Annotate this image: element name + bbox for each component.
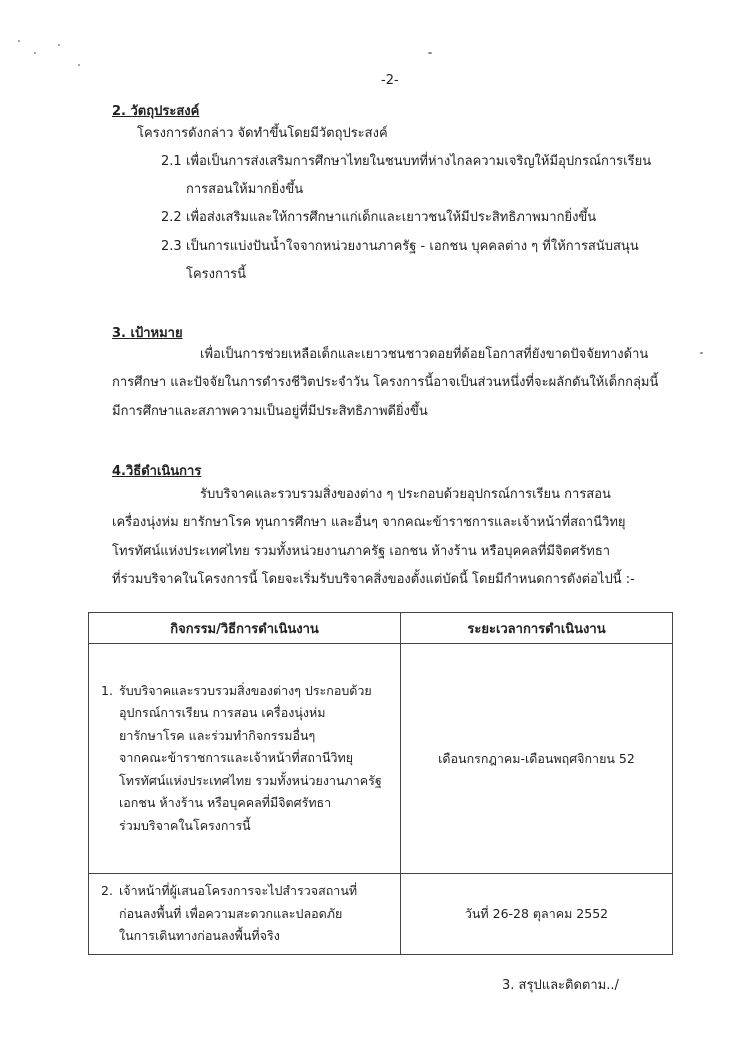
activity-line: ในการเดินทางก่อนลงพื้นที่จริง xyxy=(119,928,280,943)
scan-speck xyxy=(428,52,432,54)
objectives-intro: โครงการดังกล่าว จัดทำขึ้นโดยมีวัตถุประสงค์ xyxy=(137,126,388,141)
table-header-row xyxy=(89,613,673,644)
scan-speck xyxy=(78,64,80,66)
activity-line: เอกชน ห้างร้าน หรือบุคคลที่มีจิตศรัทธา xyxy=(119,795,332,811)
method-paragraph-line: เครื่องนุ่งห่ม ยารักษาโรค ทุนการศึกษา และอื่นๆ จากคณะข้าราชการและเจ้าหน้าที่สถานีวิทยุ xyxy=(112,515,626,530)
column-header-duration: ระยะเวลาการดำเนินงาน xyxy=(401,613,673,644)
activity-line: จากคณะข้าราชการและเจ้าหน้าที่สถานีวิทยุ xyxy=(119,750,354,766)
activity-line: ร่วมบริจาคในโครงการนี้ xyxy=(119,817,251,833)
activity-line: รับบริจาคและรวบรวมสิ่งของต่างๆ ประกอบด้วย xyxy=(119,682,372,698)
section-heading-method: 4.วิธีดำเนินการ xyxy=(112,464,202,479)
activity-line: ยารักษาโรค และร่วมทำกิจกรรมอื่นๆ xyxy=(119,727,316,743)
objective-item-text-cont: การสอนให้มากยิ่งขึ้น xyxy=(186,182,304,197)
objective-item-text: เพื่อเป็นการส่งเสริมการศึกษาไทยในชนบทที่ห่างไกลความเจริญให้มีอุปกรณ์การเรียน xyxy=(186,154,652,169)
objective-item-number: 2.3 xyxy=(161,239,182,254)
objective-item-text: เป็นการแบ่งปันน้ำใจจากหน่วยงานภาครัฐ - เอกชน บุคคลต่าง ๆ ที่ให้การสนับสนุน xyxy=(186,239,639,254)
target-paragraph-line: มีการศึกษาและสภาพความเป็นอยู่ที่มีประสิทธิภาพดียิ่งขึ้น xyxy=(112,404,428,419)
activity-line: โทรทัศน์แห่งประเทศไทย รวมทั้งหน่วยงานภาครัฐ xyxy=(119,772,382,788)
objective-item-number: 2.1 xyxy=(161,154,182,169)
duration-cell: วันที่ 26-28 ตุลาคม 2552 xyxy=(401,874,673,955)
row-number: 2. xyxy=(101,883,113,898)
method-paragraph-line: โทรทัศน์แห่งประเทศไทย รวมทั้งหน่วยงานภาครัฐ เอกชน ห้างร้าน หรือบุคคลที่มีจิตศรัทธา xyxy=(112,544,611,559)
row-number: 1. xyxy=(101,682,113,698)
objective-item-text: เพื่อส่งเสริมและให้การศึกษาแก่เด็กและเยาวชนให้มีประสิทธิภาพมากยิ่งขึ้น xyxy=(186,210,597,225)
section-heading-target: 3. เป้าหมาย xyxy=(112,326,183,341)
column-header-activity: กิจกรรม/วิธีการดำเนินงาน xyxy=(89,613,401,644)
target-paragraph-line: การศึกษา และปัจจัยในการดำรงชีวิตประจำวัน โครงการนี้อาจเป็นส่วนหนึ่งที่จะผลักดันให้เด็กกลุ่มนี้ xyxy=(112,375,659,390)
schedule-table xyxy=(88,612,673,955)
continuation-note: 3. สรุปและติดตาม../ xyxy=(502,978,619,993)
objective-item-text-cont: โครงการนี้ xyxy=(186,267,247,282)
method-paragraph-line: รับบริจาคและรวบรวมสิ่งของต่าง ๆ ประกอบด้วยอุปกรณ์การเรียน การสอน xyxy=(200,487,611,502)
objective-item-number: 2.2 xyxy=(161,210,182,225)
scan-speck xyxy=(34,52,36,54)
activity-line: อุปกรณ์การเรียน การสอน เครื่องนุ่งห่ม xyxy=(119,705,326,721)
activity-cell xyxy=(89,644,401,874)
table-row xyxy=(89,874,673,955)
scan-speck xyxy=(58,44,60,46)
activity-line: ก่อนลงพื้นที่ เพื่อความสะดวกและปลอดภัย xyxy=(119,905,343,921)
section-heading-objectives: 2. วัตถุประสงค์ xyxy=(112,104,200,119)
activity-cell xyxy=(89,874,401,955)
scan-speck xyxy=(18,40,20,42)
method-paragraph-line: ที่ร่วมบริจาคในโครงการนี้ โดยจะเริ่มรับบริจาคสิ่งของตั้งแต่บัดนี้ โดยมีกำหนดการดังต่อไปนี้ :- xyxy=(112,572,635,587)
activity-line: เจ้าหน้าที่ผู้เสนอโครงการจะไปสำรวจสถานที่ xyxy=(119,883,358,898)
table-row xyxy=(89,644,673,874)
target-paragraph-line: เพื่อเป็นการช่วยเหลือเด็กและเยาวชนชาวดอยที่ด้อยโอกาสที่ยังขาดปัจจัยทางด้าน xyxy=(200,347,649,362)
scan-speck xyxy=(700,352,703,354)
page-number: -2- xyxy=(381,73,399,88)
duration-cell: เดือนกรกฎาคม-เดือนพฤศจิกายน 52 xyxy=(401,644,673,874)
